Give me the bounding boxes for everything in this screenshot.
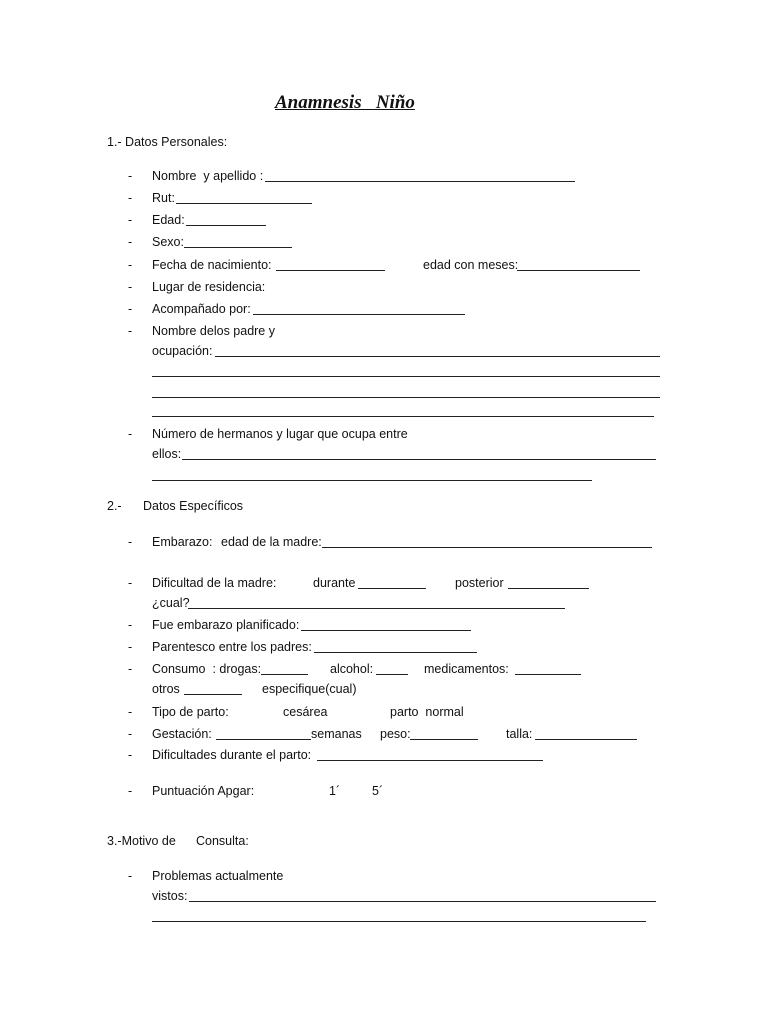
- label-parentesco: Parentesco entre los padres:: [152, 640, 312, 654]
- section-3-heading: 3.-Motivo de: [107, 834, 176, 848]
- label-talla: talla:: [506, 727, 533, 741]
- bullet: -: [128, 727, 133, 741]
- bullet: -: [128, 427, 133, 441]
- blank-embarazo-planificado[interactable]: [301, 630, 471, 631]
- bullet: -: [128, 191, 133, 205]
- blank-ocupacion-line[interactable]: [152, 416, 654, 417]
- bullet: -: [128, 640, 133, 654]
- label-semanas: semanas: [311, 727, 362, 741]
- label-rut: Rut:: [152, 191, 175, 205]
- section-2-heading: Datos Específicos: [143, 499, 244, 513]
- label-tipo-parto: Tipo de parto:: [152, 705, 229, 719]
- blank-cual[interactable]: [188, 608, 565, 609]
- label-vistos: vistos:: [152, 889, 188, 903]
- blank-edad-meses[interactable]: [517, 270, 640, 271]
- label-consumo-drogas: Consumo : drogas:: [152, 662, 262, 676]
- bullet: -: [128, 748, 133, 762]
- bullet: -: [128, 280, 133, 294]
- label-edad-madre: edad de la madre:: [221, 535, 322, 549]
- label-sexo: Sexo:: [152, 235, 184, 249]
- label-dificultades-parto: Dificultades durante el parto:: [152, 748, 312, 762]
- label-problemas: Problemas actualmente: [152, 869, 284, 883]
- blank-gestacion[interactable]: [216, 739, 311, 740]
- blank-edad-madre[interactable]: [322, 547, 652, 548]
- blank-problemas[interactable]: [189, 901, 656, 902]
- label-durante: durante: [313, 576, 356, 590]
- blank-sexo[interactable]: [184, 247, 292, 248]
- bullet: -: [128, 258, 133, 272]
- blank-problemas-line[interactable]: [152, 921, 646, 922]
- label-hermanos: Número de hermanos y lugar que ocupa entre: [152, 427, 408, 441]
- blank-drogas[interactable]: [261, 674, 308, 675]
- label-medicamentos: medicamentos:: [424, 662, 509, 676]
- section-2-number: 2.-: [107, 499, 122, 513]
- blank-edad[interactable]: [186, 225, 266, 226]
- label-padres: Nombre delos padre y: [152, 324, 275, 338]
- blank-acompanado[interactable]: [253, 314, 465, 315]
- label-peso: peso:: [380, 727, 411, 741]
- blank-alcohol[interactable]: [376, 674, 408, 675]
- bullet: -: [128, 784, 133, 798]
- blank-talla[interactable]: [535, 739, 637, 740]
- label-embarazo-planificado: Fue embarazo planificado:: [152, 618, 300, 632]
- blank-otros[interactable]: [184, 694, 242, 695]
- bullet: -: [128, 169, 133, 183]
- bullet: -: [128, 324, 133, 338]
- label-fecha-nacimiento: Fecha de nacimiento:: [152, 258, 272, 272]
- label-lugar-residencia: Lugar de residencia:: [152, 280, 266, 294]
- bullet: -: [128, 705, 133, 719]
- bullet: -: [128, 662, 133, 676]
- blank-ocupacion-line[interactable]: [152, 376, 660, 377]
- label-apgar: Puntuación Apgar:: [152, 784, 255, 798]
- label-ocupacion: ocupación:: [152, 344, 213, 358]
- option-parto-normal[interactable]: parto normal: [390, 705, 464, 719]
- apgar-5-minute: 5´: [372, 784, 384, 798]
- bullet: -: [128, 302, 133, 316]
- label-edad: Edad:: [152, 213, 185, 227]
- label-posterior: posterior: [455, 576, 504, 590]
- blank-parentesco[interactable]: [314, 652, 477, 653]
- bullet: -: [128, 213, 133, 227]
- apgar-1-minute: 1´: [329, 784, 341, 798]
- label-ellos: ellos:: [152, 447, 182, 461]
- label-dificultad-madre: Dificultad de la madre:: [152, 576, 277, 590]
- blank-fecha-nacimiento[interactable]: [276, 270, 385, 271]
- label-acompanado: Acompañado por:: [152, 302, 251, 316]
- blank-hermanos[interactable]: [182, 459, 656, 460]
- bullet: -: [128, 576, 133, 590]
- label-embarazo: Embarazo:: [152, 535, 213, 549]
- bullet: -: [128, 869, 133, 883]
- label-alcohol: alcohol:: [330, 662, 374, 676]
- document-title: Anamnesis Niño: [275, 92, 415, 113]
- blank-durante[interactable]: [358, 588, 426, 589]
- label-nombre: Nombre y apellido :: [152, 169, 264, 183]
- blank-medicamentos[interactable]: [515, 674, 581, 675]
- label-edad-meses: edad con meses:: [423, 258, 519, 272]
- label-otros: otros: [152, 682, 180, 696]
- blank-peso[interactable]: [410, 739, 478, 740]
- bullet: -: [128, 618, 133, 632]
- label-especifique: especifique(cual): [262, 682, 357, 696]
- option-cesarea[interactable]: cesárea: [283, 705, 328, 719]
- blank-nombre[interactable]: [265, 181, 575, 182]
- blank-ocupacion[interactable]: [215, 356, 660, 357]
- blank-dificultades-parto[interactable]: [317, 760, 543, 761]
- bullet: -: [128, 235, 133, 249]
- section-3-heading-consulta: Consulta:: [196, 834, 249, 848]
- label-cual: ¿cual?: [152, 596, 190, 610]
- blank-hermanos-line[interactable]: [152, 480, 592, 481]
- blank-ocupacion-line[interactable]: [152, 397, 660, 398]
- section-1-heading: 1.- Datos Personales:: [107, 135, 228, 149]
- bullet: -: [128, 535, 133, 549]
- blank-rut[interactable]: [176, 203, 312, 204]
- label-gestacion: Gestación:: [152, 727, 212, 741]
- blank-posterior[interactable]: [508, 588, 589, 589]
